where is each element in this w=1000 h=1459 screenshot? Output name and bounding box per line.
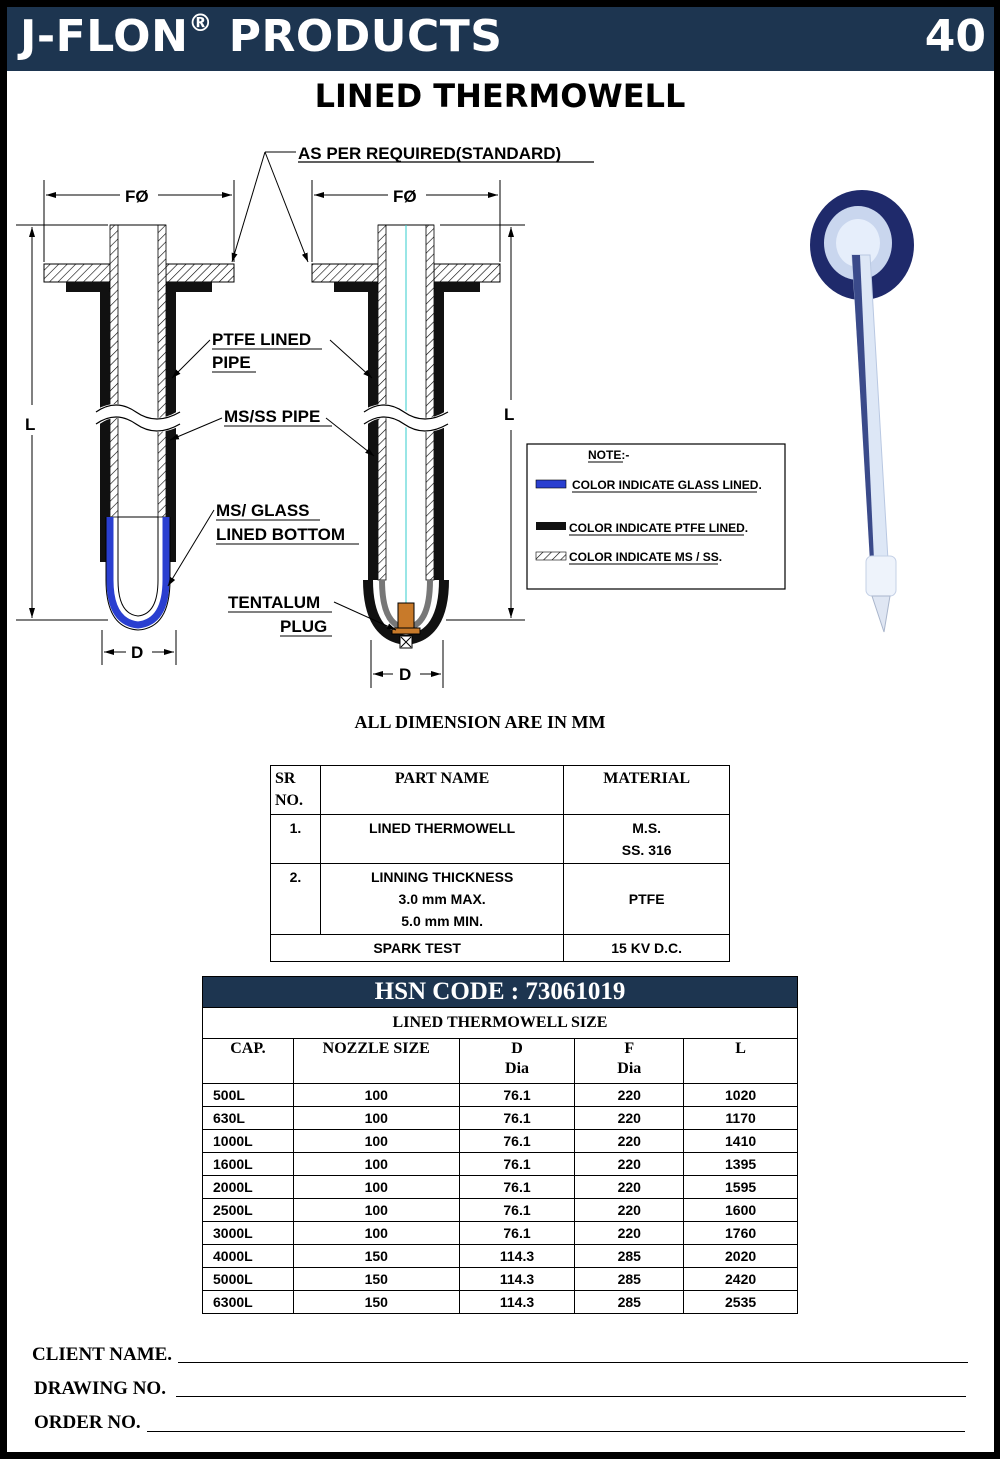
product-photo [810, 190, 914, 632]
cell-l: 1395 [684, 1153, 798, 1176]
cell-l: 2420 [684, 1268, 798, 1291]
cell-cap: 5000L [203, 1268, 294, 1291]
header-part-name: PART NAME [320, 766, 563, 815]
plug-label-2: PLUG [280, 617, 328, 636]
cell-f: 220 [575, 1107, 684, 1130]
header-material: MATERIAL [564, 766, 730, 815]
cell-d: 76.1 [459, 1176, 575, 1199]
spark-test-label: SPARK TEST [271, 935, 564, 962]
col-cap: CAP. [203, 1039, 294, 1084]
table-row [203, 1084, 798, 1107]
row-2-sr: 2. [271, 864, 321, 935]
cell-d: 76.1 [459, 1199, 575, 1222]
size-table-title: LINED THERMOWELL SIZE [203, 1008, 798, 1039]
cell-nozzle: 150 [293, 1291, 459, 1314]
table-row [203, 1107, 798, 1130]
table-row [203, 1291, 798, 1314]
cell-d: 76.1 [459, 1153, 575, 1176]
cell-f: 285 [575, 1268, 684, 1291]
cell-cap: 630L [203, 1107, 294, 1130]
as-per-required-label: AS PER REQUIRED(STANDARD) [298, 144, 562, 163]
table-row [203, 1222, 798, 1245]
ptfe-lined-label-2: PIPE [212, 353, 251, 372]
cell-nozzle: 100 [293, 1199, 459, 1222]
cell-cap: 2500L [203, 1199, 294, 1222]
cell-nozzle: 150 [293, 1268, 459, 1291]
cell-cap: 2000L [203, 1176, 294, 1199]
cell-f: 220 [575, 1222, 684, 1245]
cell-nozzle: 100 [293, 1130, 459, 1153]
cell-cap: 1000L [203, 1130, 294, 1153]
glass-lined-label-1: MS/ GLASS [216, 501, 310, 520]
cell-nozzle: 100 [293, 1222, 459, 1245]
cell-l: 2535 [684, 1291, 798, 1314]
drawing-no-label: DRAWING NO. [34, 1378, 166, 1399]
d-label-right: D [399, 665, 412, 684]
table-row [203, 1245, 798, 1268]
col-nozzle: NOZZLE SIZE [293, 1039, 459, 1084]
note-glass-text: COLOR INDICATE GLASS LINED. [572, 478, 762, 492]
cell-cap: 4000L [203, 1245, 294, 1268]
cell-f: 285 [575, 1291, 684, 1314]
brand-title: J-FLON® PRODUCTS [20, 9, 503, 62]
cell-d: 76.1 [459, 1107, 575, 1130]
size-table [202, 976, 798, 1314]
drawing-no-field[interactable] [176, 1396, 966, 1397]
row-1-material: M.S. SS. 316 [564, 815, 730, 864]
cell-f: 285 [575, 1245, 684, 1268]
glass-lined-label-2: LINED BOTTOM [216, 525, 346, 544]
ptfe-lined-label-1: PTFE LINED [212, 330, 312, 349]
thermowell-left [16, 180, 234, 665]
thermowell-drawing [0, 0, 1000, 700]
cell-cap: 500L [203, 1084, 294, 1107]
cell-d: 76.1 [459, 1222, 575, 1245]
cell-cap: 3000L [203, 1222, 294, 1245]
thermowell-right [312, 180, 525, 688]
cell-f: 220 [575, 1199, 684, 1222]
row-2-material: PTFE [564, 864, 730, 935]
table-row [203, 1153, 798, 1176]
f-dia-label-right: FØ [393, 187, 417, 206]
note-title: NOTE:- [588, 448, 630, 462]
cell-d: 76.1 [459, 1130, 575, 1153]
row-1-sr: 1. [271, 815, 321, 864]
cell-f: 220 [575, 1084, 684, 1107]
table-row [203, 1268, 798, 1291]
d-label-left: D [131, 643, 144, 662]
cell-nozzle: 150 [293, 1245, 459, 1268]
cell-cap: 1600L [203, 1153, 294, 1176]
ms-ss-pipe-label: MS/SS PIPE [224, 407, 321, 426]
cell-l: 1170 [684, 1107, 798, 1130]
note-ptfe-text: COLOR INDICATE PTFE LINED. [569, 521, 749, 535]
note-ms-text: COLOR INDICATE MS / SS. [569, 550, 723, 564]
cell-nozzle: 100 [293, 1176, 459, 1199]
client-name-label: CLIENT NAME. [32, 1344, 173, 1365]
cell-nozzle: 100 [293, 1153, 459, 1176]
cell-nozzle: 100 [293, 1084, 459, 1107]
order-no-field[interactable] [147, 1431, 965, 1432]
hsn-code: HSN CODE : 73061019 [203, 977, 798, 1008]
order-no-label: ORDER NO. [34, 1412, 141, 1433]
cell-d: 114.3 [459, 1268, 575, 1291]
row-1-part: LINED THERMOWELL [320, 815, 563, 864]
spark-test-value: 15 KV D.C. [564, 935, 730, 962]
table-row [203, 1176, 798, 1199]
col-l: L [684, 1039, 798, 1084]
cell-l: 1600 [684, 1199, 798, 1222]
table-row [203, 1199, 798, 1222]
cell-d: 76.1 [459, 1084, 575, 1107]
cell-f: 220 [575, 1176, 684, 1199]
l-label-right: L [504, 405, 515, 424]
cell-d: 114.3 [459, 1291, 575, 1314]
cell-f: 220 [575, 1130, 684, 1153]
row-2-part: LINNING THICKNESS 3.0 mm MAX. 5.0 mm MIN. [320, 864, 563, 935]
cell-l: 1410 [684, 1130, 798, 1153]
material-table [270, 765, 730, 962]
cell-nozzle: 100 [293, 1107, 459, 1130]
cell-l: 1595 [684, 1176, 798, 1199]
l-label-left: L [25, 415, 36, 434]
plug-label-1: TENTALUM [228, 593, 321, 612]
note-box [527, 444, 785, 589]
col-d: D Dia [459, 1039, 575, 1084]
header-sr: SR NO. [271, 766, 321, 815]
cell-d: 114.3 [459, 1245, 575, 1268]
col-f: F Dia [575, 1039, 684, 1084]
cell-l: 1020 [684, 1084, 798, 1107]
cell-l: 1760 [684, 1222, 798, 1245]
dimension-note: ALL DIMENSION ARE IN MM [354, 712, 606, 732]
page-number: 40 [924, 11, 986, 62]
client-name-field[interactable] [178, 1362, 968, 1363]
product-title: LINED THERMOWELL [314, 77, 686, 115]
cell-cap: 6300L [203, 1291, 294, 1314]
table-row [203, 1130, 798, 1153]
cell-f: 220 [575, 1153, 684, 1176]
cell-l: 2020 [684, 1245, 798, 1268]
f-dia-label-left: FØ [125, 187, 149, 206]
